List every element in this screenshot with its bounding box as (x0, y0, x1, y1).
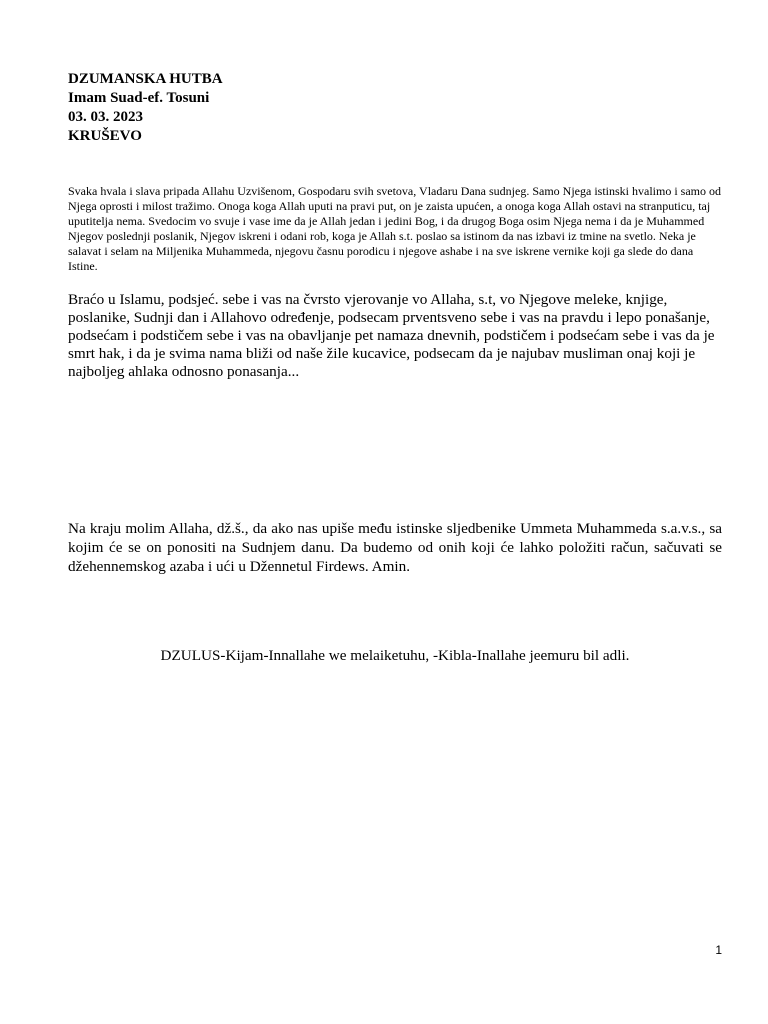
sermon-title: DZUMANSKA HUTBA (68, 71, 223, 87)
main-paragraph: Braćo u Islamu, podsjeć. sebe i vas na čvrsto vjerovanje vo Allaha, s.t, vo Njegove meleke, knjige, poslanike, Sudnji dan i Allahovo određenje, podsecam prventsveno sebe i vas na pravdu i lepo ponašanje, podsećam i podstičem sebe i vas na obavljanje pet namaza dnevnih, podstičem i podsećam sebe i vas da je smrt hak, i da je svima nama bliži od naše žile kucavice, podsecam da je najubav musliman onaj koji je najboljeg ahlaka odnosno ponasanja... (68, 291, 715, 380)
page-number: 1 (715, 943, 722, 957)
closing-paragraph: Na kraju molim Allaha, dž.š., da ako nas upiše među istinske sljedbenike Ummeta Muhammeda s.a.v.s., sa kojim će se on ponositi na Sudnjem danu. Da budemo od onih koji će lahko položiti račun, sačuvati se džehennemskog azaba i ući u Džennetul Firdews. Amin. (68, 520, 722, 575)
sermon-location: KRUŠEVO (68, 128, 142, 144)
dzulus-line: DZULUS-Kijam-Innallahe we melaiketuhu, -Kibla-Inallahe jeemuru bil adli. (160, 647, 630, 664)
sermon-header (68, 70, 223, 146)
imam-name: Imam Suad-ef. Tosuni (68, 90, 210, 106)
sermon-date: 03. 03. 2023 (68, 109, 143, 125)
intro-paragraph: Svaka hvala i slava pripada Allahu Uzvišenom, Gospodaru svih svetova, Vladaru Dana sudnjeg. Samo Njega istinski hvalimo i samo od Njega oprosti i milost tražimo. Onoga koga Allah uputi na pravi put, on je zaista upućen, a onoga koga Allah ostavi na stranputicu, taj uputitelja nema. Svedocim vo svuje i vase ime da je Allah jedan i jedini Bog, i da drugog Boga osim Njega nema i da je Muhammed Njegov poslednji poslanik, Njegov iskreni i odani rob, koga je Allah s.t. poslao sa istinom da nas izbavi iz tmine na svetlo. Neka je salavat i selam na Miljenika Muhammeda, njegovu časnu porodicu i njegove ashabe i na sve iskrene vernike koji ga slede do dana Istine. (68, 184, 721, 273)
